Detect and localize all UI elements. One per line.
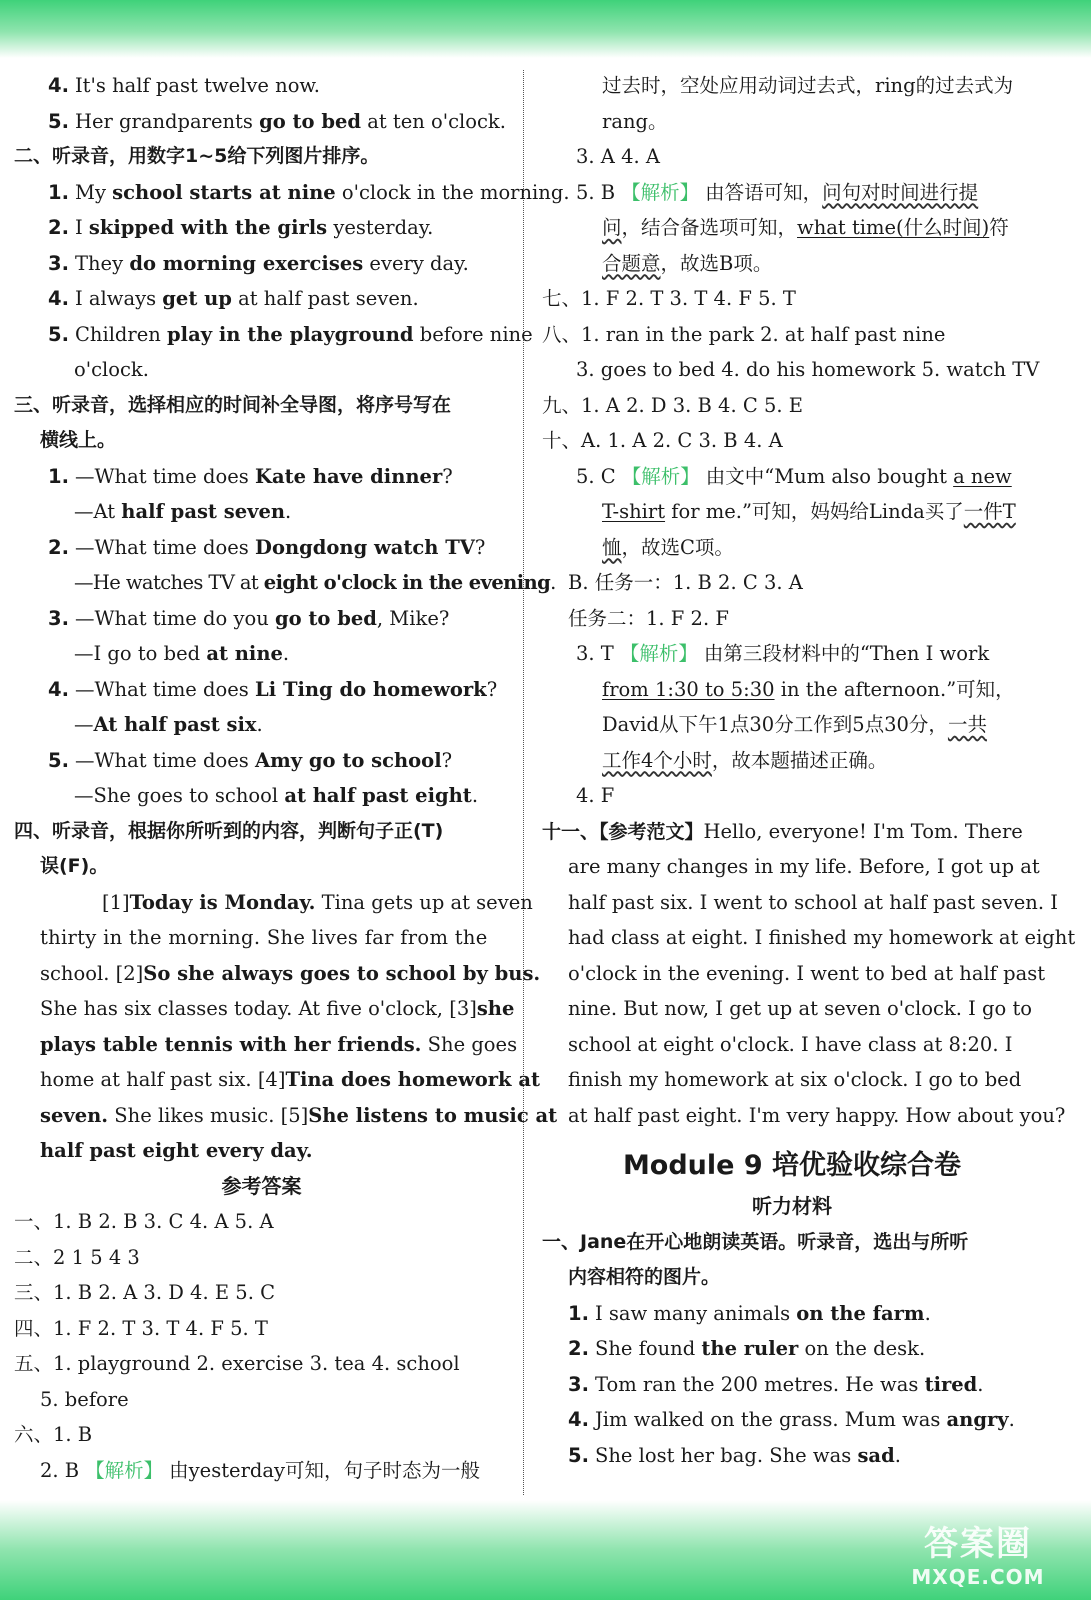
passage-line: half past eight every day. bbox=[40, 1139, 313, 1162]
text-line: 合题意，故选B项。 bbox=[602, 251, 773, 275]
watermark-text: 答案圈 bbox=[924, 1524, 1032, 1564]
answer-line: 三、1. B 2. A 3. D 4. E 5. C bbox=[14, 1281, 276, 1304]
answer-line: 3. T 【解析】 由第三段材料中的“Then I work bbox=[576, 642, 990, 665]
answer-line: 七、1. F 2. T 3. T 4. F 5. T bbox=[542, 287, 796, 310]
passage-line: seven. She likes music. [5]She listens to music at bbox=[40, 1103, 558, 1127]
answer-line: 二、2 1 5 4 3 bbox=[14, 1245, 140, 1269]
essay-line: nine. But now, I get up at seven o'clock. I go to bbox=[568, 997, 1033, 1020]
essay-line: 十一、【参考范文】Hello, everyone! I'm Tom. There bbox=[542, 819, 1023, 843]
answer-line: 六、1. B bbox=[14, 1423, 93, 1446]
dialog-answer: —At half past six. bbox=[74, 713, 263, 736]
list-item: 3. Tom ran the 200 metres. He was tired. bbox=[568, 1372, 984, 1396]
list-item: 2. She found the ruler on the desk. bbox=[568, 1337, 926, 1360]
passage-line: plays table tennis with her friends. She goes bbox=[40, 1032, 518, 1056]
listening-title: 听力材料 bbox=[752, 1194, 832, 1218]
answer-line: 九、1. A 2. D 3. B 4. C 5. E bbox=[542, 393, 804, 417]
answer-line: 四、1. F 2. T 3. T 4. F 5. T bbox=[14, 1316, 268, 1340]
answer-line: 5. before bbox=[40, 1387, 129, 1411]
dialog-question: 2. —What time does Dongdong watch TV? bbox=[48, 535, 486, 559]
list-item: 2. I skipped with the girls yesterday. bbox=[48, 216, 434, 239]
list-item: 4. Jim walked on the grass. Mum was angry. bbox=[568, 1408, 1015, 1431]
section-heading: 四、听录音，根据你所听到的内容，判断句子正(T) bbox=[14, 819, 444, 842]
essay-line: at half past eight. I'm very happy. How about you? bbox=[568, 1103, 1066, 1127]
answer-line: 3. A 4. A bbox=[576, 145, 660, 168]
answers-title: 参考答案 bbox=[221, 1173, 302, 1198]
section-heading: 内容相符的图片。 bbox=[568, 1266, 721, 1288]
text-line: rang。 bbox=[602, 109, 668, 133]
text-line: David从下午1点30分工作到5点30分，一共 bbox=[602, 713, 987, 736]
list-item: 5. Children play in the playground before nine bbox=[48, 322, 533, 346]
column-divider bbox=[523, 70, 524, 1495]
dialog-answer: —He watches TV at eight o'clock in the evening. bbox=[74, 571, 556, 594]
passage-line: She has six classes today. At five o'clock, [3]she bbox=[40, 997, 515, 1020]
answer-line: 5. B 【解析】 由答语可知，问句对时间进行提 bbox=[576, 180, 979, 204]
section-heading: 误(F)。 bbox=[40, 855, 109, 877]
left-column bbox=[14, 68, 570, 1488]
text-line: 4. It's half past twelve now. bbox=[48, 74, 321, 97]
answer-line: 3. goes to bed 4. do his homework 5. watch TV bbox=[576, 358, 1040, 381]
section-heading: 二、听录音，用数字1~5给下列图片排序。 bbox=[14, 145, 380, 167]
answer-line: 八、1. ran in the park 2. at half past nine bbox=[542, 322, 946, 346]
section-heading: 一、Jane在开心地朗读英语。听录音，选出与所听 bbox=[542, 1230, 969, 1253]
answer-line: 5. C 【解析】 由文中“Mum also bought a new bbox=[576, 464, 1012, 488]
answer-line: 2. B 【解析】 由yesterday可知，句子时态为一般 bbox=[40, 1458, 481, 1482]
answer-line: 五、1. playground 2. exercise 3. tea 4. school bbox=[14, 1352, 460, 1375]
top-decorative-band bbox=[0, 0, 1091, 58]
module-title: Module 9 培优验收综合卷 bbox=[622, 1150, 962, 1181]
text-line: o'clock. bbox=[74, 358, 149, 381]
passage-line: school. [2]So she always goes to school by bus. bbox=[40, 961, 541, 985]
watermark-logo bbox=[893, 1516, 1063, 1589]
text-line: 过去时，空处应用动词过去式，ring的过去式为 bbox=[602, 74, 1014, 97]
passage-line: home at half past six. [4]Tina does homework at bbox=[40, 1068, 541, 1091]
essay-line: half past six. I went to school at half past seven. I bbox=[568, 890, 1058, 914]
essay-line: o'clock in the evening. I went to bed at half past bbox=[568, 961, 1046, 985]
essay-line: are many changes in my life. Before, I got up at bbox=[568, 855, 1040, 878]
essay-line: school at eight o'clock. I have class at 8:20. I bbox=[568, 1032, 1013, 1056]
watermark-url: MXQE.COM bbox=[911, 1565, 1045, 1589]
section-heading: 三、听录音，选择相应的时间补全导图，将序号写在 bbox=[14, 393, 452, 416]
text-line: 恤，故选C项。 bbox=[602, 535, 734, 559]
passage-line: thirty in the morning. She lives far from the bbox=[40, 926, 488, 949]
dialog-question: 1. —What time does Kate have dinner? bbox=[48, 464, 453, 488]
answer-line: 4. F bbox=[576, 784, 615, 807]
essay-line: had class at eight. I finished my homework at eight bbox=[568, 926, 1076, 949]
list-item: 1. I saw many animals on the farm. bbox=[568, 1301, 931, 1325]
dialog-question: 3. —What time do you go to bed, Mike? bbox=[48, 606, 450, 630]
text-line: from 1:30 to 5:30 in the afternoon.”可知， bbox=[602, 677, 1015, 701]
answer-line: B. 任务一：1. B 2. C 3. A bbox=[568, 571, 803, 594]
text-line: 5. Her grandparents go to bed at ten o'clock. bbox=[48, 109, 506, 133]
dialog-answer: —I go to bed at nine. bbox=[74, 642, 290, 665]
text-line: 问，结合备选项可知，what time(什么时间)符 bbox=[602, 216, 1009, 239]
text-line: 工作4个小时，故本题描述正确。 bbox=[602, 748, 888, 772]
list-item: 1. My school starts at nine o'clock in the morning. bbox=[48, 180, 570, 204]
dialog-question: 5. —What time does Amy go to school? bbox=[48, 748, 453, 772]
right-column bbox=[542, 68, 1076, 1473]
answer-line: 任务二：1. F 2. F bbox=[568, 606, 729, 630]
answer-line: 一、1. B 2. B 3. C 4. A 5. A bbox=[14, 1210, 274, 1233]
answer-line: 十、A. 1. A 2. C 3. B 4. A bbox=[542, 429, 783, 452]
list-item: 5. She lost her bag. She was sad. bbox=[568, 1443, 901, 1467]
passage-line: [1]Today is Monday. Tina gets up at seven bbox=[102, 890, 533, 914]
list-item: 4. I always get up at half past seven. bbox=[48, 287, 419, 310]
section-heading: 横线上。 bbox=[40, 429, 117, 451]
dialog-question: 4. —What time does Li Ting do homework? bbox=[48, 677, 498, 701]
dialog-answer: —At half past seven. bbox=[74, 500, 292, 523]
list-item: 3. They do morning exercises every day. bbox=[48, 251, 469, 275]
text-line: T-shirt for me.”可知，妈妈给Linda买了一件T bbox=[602, 500, 1016, 523]
essay-line: finish my homework at six o'clock. I go to bed bbox=[568, 1068, 1022, 1091]
dialog-answer: —She goes to school at half past eight. bbox=[74, 784, 479, 807]
